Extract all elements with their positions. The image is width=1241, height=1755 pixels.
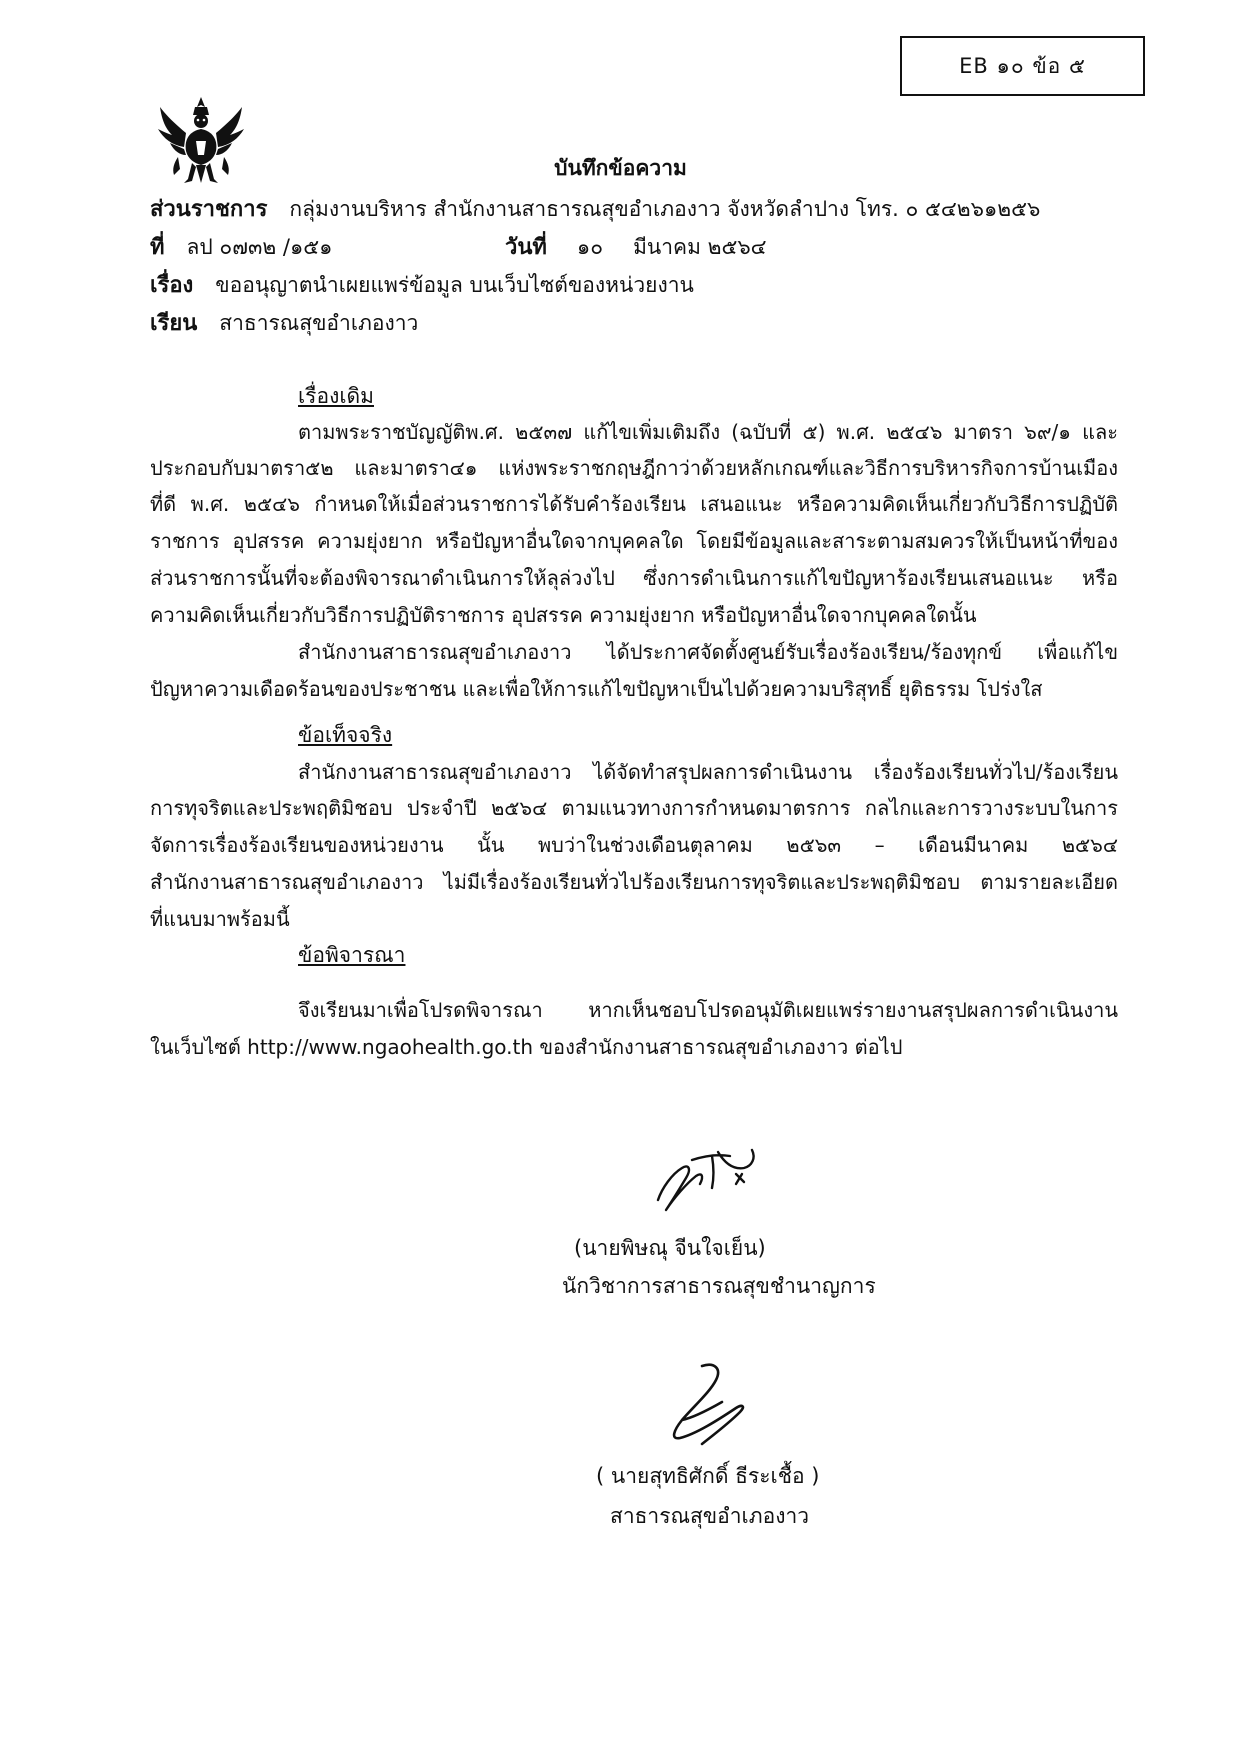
facts-line: สำนักงานสาธารณสุขอำเภองาว ไม่มีเรื่องร้องเรียนทั่วไปร้องเรียนการทุจริตและประพฤติมิชอบ ตามรายละเอียด (150, 870, 1118, 894)
background-line: ความคิดเห็นเกี่ยวกับวิธีการปฏิบัติราชการ อุปสรรค ความยุ่งยาก หรือปัญหาอื่นใดจากบุคคลใดนั้น (150, 603, 977, 627)
reference-row (150, 229, 333, 264)
background-line: ราชการ อุปสรรค ความยุ่งยาก หรือปัญหาอื่นใดจากบุคคลใด โดยมีข้อมูลและสาระตามสมควรให้เป็นหน้าที่ของ (150, 529, 1118, 553)
background-heading: เรื่องเดิม (298, 384, 374, 408)
addressee-row (150, 305, 418, 340)
background-line: สำนักงานสาธารณสุขอำเภองาว ได้ประกาศจัดตั้งศูนย์รับเรื่องร้องเรียน/ร้องทุกข์ เพื่อแก้ไข (298, 640, 1118, 664)
background-line: ที่ดี พ.ศ. ๒๕๔๖ กำหนดให้เมื่อส่วนราชการได้รับคำร้องเรียน เสนอแนะ หรือความคิดเห็นเกี่ยวกับวิธีการปฏิบัติ (150, 492, 1118, 516)
facts-heading: ข้อเท็จจริง (298, 723, 393, 747)
background-line: ส่วนราชการนั้นที่จะต้องพิจารณาดำเนินการให้ลุล่วงไป ซึ่งการดำเนินการแก้ไขปัญหาร้องเรียนเสนอแนะ หรือ (150, 566, 1118, 590)
agency-value: กลุ่มงานบริหาร สำนักงานสาธารณสุขอำเภองาว จังหวัดลำปาง โทร. ๐ ๕๔๒๖๑๒๕๖ (289, 197, 1041, 221)
subject-row (150, 267, 694, 302)
reference-value: ลป ๐๗๓๒ /๑๕๑ (186, 235, 333, 259)
background-line: ตามพระราชบัญญัติพ.ศ. ๒๕๓๗ แก้ไขเพิ่มเติมถึง (ฉบับที่ ๕) พ.ศ. ๒๕๔๖ มาตรา ๖๙/๑ และ (298, 420, 1118, 444)
reference-label: ที่ (150, 235, 165, 260)
addressee-value: สาธารณสุขอำเภองาว (219, 311, 419, 335)
date-label: วันที่ (505, 235, 547, 260)
background-line: ประกอบกับมาตรา๕๒ และมาตรา๔๑ แห่งพระราชกฤษฎีกาว่าด้วยหลักเกณฑ์และวิธีการบริหารกิจการบ้านเมือง (150, 456, 1118, 480)
consideration-line: ในเว็บไซต์ http://www.ngaohealth.go.th ของสำนักงานสาธารณสุขอำเภองาว ต่อไป (150, 1035, 903, 1059)
agency-row (150, 191, 1040, 226)
agency-label: ส่วนราชการ (150, 197, 268, 222)
subject-label: เรื่อง (150, 273, 194, 298)
facts-line: จัดการเรื่องร้องเรียนของหน่วยงาน นั้น พบว่าในช่วงเดือนตุลาคม ๒๕๖๓ – เดือนมีนาคม ๒๕๖๔ (150, 833, 1118, 857)
subject-value: ขออนุญาตนำเผยแพร่ข้อมูล บนเว็บไซต์ของหน่วยงาน (215, 273, 694, 297)
signature-1-graphic (652, 1138, 762, 1216)
date-row (505, 229, 767, 264)
date-month-year: มีนาคม ๒๕๖๔ (633, 235, 767, 259)
addressee-label: เรียน (150, 311, 198, 336)
facts-line: สำนักงานสาธารณสุขอำเภองาว ได้จัดทำสรุปผลการดำเนินงาน เรื่องร้องเรียนทั่วไป/ร้องเรียน (298, 760, 1118, 784)
facts-line: ที่แนบมาพร้อมนี้ (150, 907, 290, 931)
consideration-heading: ข้อพิจารณา (298, 943, 406, 967)
background-line: ปัญหาความเดือดร้อนของประชาชน และเพื่อให้การแก้ไขปัญหาเป็นไปด้วยความบริสุทธิ์ ยุติธรรม โปร่งใส (150, 677, 1043, 701)
signer-1-position: นักวิชาการสาธารณสุขชำนาญการ (562, 1274, 876, 1298)
facts-line: การทุจริตและประพฤติมิชอบ ประจำปี ๒๕๖๔ ตามแนวทางการกำหนดมาตรการ กลไกและการวางระบบในการ (150, 796, 1118, 820)
signer-2-position: สาธารณสุขอำเภองาว (610, 1504, 810, 1528)
signer-1-name: (นายพิษณุ จีนใจเย็น) (574, 1236, 766, 1260)
signer-2-name: ( นายสุทธิศักดิ์ ธีระเชื้อ ) (596, 1464, 820, 1488)
reference-box: EB ๑๐ ข้อ ๕ (900, 36, 1145, 96)
consideration-line: จึงเรียนมาเพื่อโปรดพิจารณา หากเห็นชอบโปรดอนุมัติเผยแพร่รายงานสรุปผลการดำเนินงาน (298, 998, 1118, 1022)
memo-title: บันทึกข้อความ (554, 156, 687, 180)
signature-2-graphic (652, 1358, 762, 1450)
date-day: ๑๐ (576, 235, 604, 259)
